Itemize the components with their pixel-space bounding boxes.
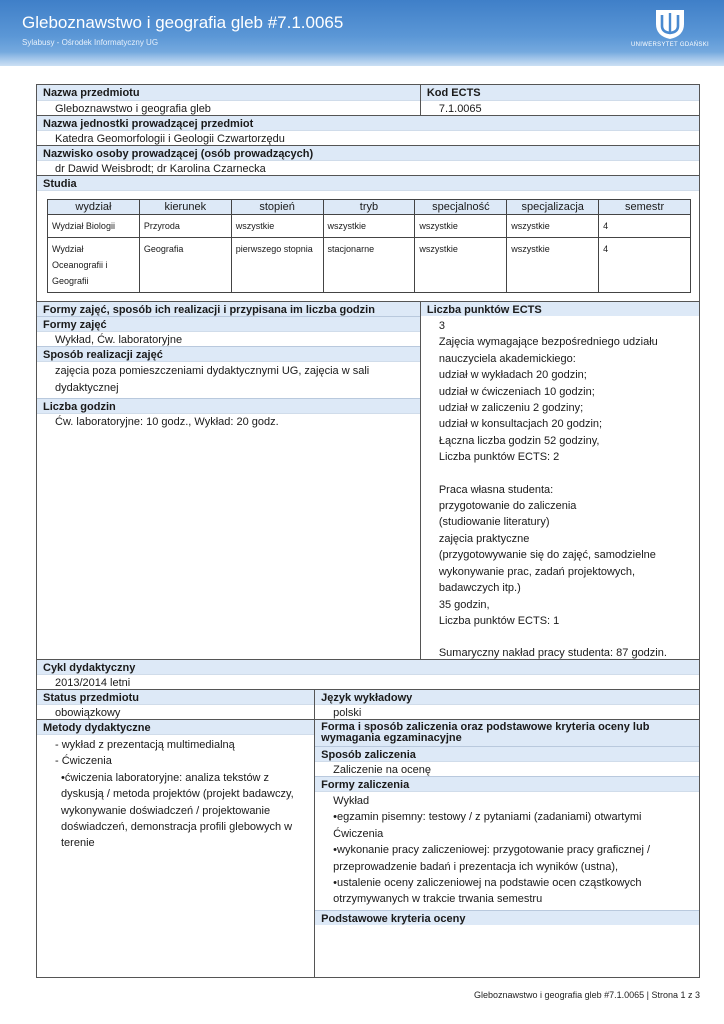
course-name-row xyxy=(37,85,699,115)
teachers-label: Nazwisko osoby prowadzącej (osób prowadzących) xyxy=(37,145,699,160)
studia-header-cell: specjalność xyxy=(415,200,507,215)
methods-line: dyskusją / metoda projektów (projekt badawczy, xyxy=(61,788,294,801)
university-crest-icon xyxy=(653,6,687,40)
ects-line: przygotowanie do zaliczenia xyxy=(438,500,577,513)
forms-value: Wykład, Ćw. laboratoryjne xyxy=(37,331,420,346)
studia-row xyxy=(37,175,699,293)
ects-line xyxy=(439,466,681,482)
ects-line: udział w wykładach 20 godzin; xyxy=(438,369,587,382)
table-cell: wszystkie xyxy=(323,215,415,238)
assessment-label: Forma i sposób zaliczenia oraz podstawowe kryteria oceny lub wymagania egzaminacyjne xyxy=(315,719,699,746)
criteria-label: Podstawowe kryteria oceny xyxy=(315,910,699,925)
unit-label: Nazwa jednostki prowadzącej przedmiot xyxy=(37,115,699,130)
course-name-value: Gleboznawstwo i geografia gleb xyxy=(37,100,420,115)
assessment-forms-line: przeprowadzenie badań i prezentacja ich wyników (ustna), xyxy=(333,860,619,873)
unit-value: Katedra Geomorfologii i Geologii Czwartorzędu xyxy=(37,130,699,145)
table-cell: Wydział Oceanografii i Geografii xyxy=(48,238,140,293)
cycle-value: 2013/2014 letni xyxy=(37,674,699,689)
teachers-row xyxy=(37,145,699,175)
studia-header-cell: tryb xyxy=(323,200,415,215)
university-logo xyxy=(628,6,712,52)
method-value: zajęcia poza pomieszczeniami dydaktycznymi UG, zajęcia w sali dydaktycznej xyxy=(37,361,420,398)
table-cell: wszystkie xyxy=(507,238,599,293)
ects-line: (studiowanie literatury) xyxy=(438,516,550,529)
ects-details xyxy=(421,316,699,664)
table-row xyxy=(48,238,691,293)
table-cell: stacjonarne xyxy=(323,238,415,293)
ects-line: Łączna liczba godzin 52 godziny, xyxy=(438,434,600,447)
language-value: polski xyxy=(315,704,699,719)
studia-header-cell: kierunek xyxy=(139,200,231,215)
unit-row xyxy=(37,115,699,145)
syllabus-table xyxy=(36,84,700,978)
studia-header-cell: wydział xyxy=(48,200,140,215)
assessment-forms-line: otrzymywanych w trakcie trwania semestru xyxy=(333,893,543,906)
ects-line: Praca własna studenta: xyxy=(438,483,554,496)
page-header xyxy=(0,0,724,66)
ects-line: Liczba punktów ECTS: 2 xyxy=(438,451,560,464)
assessment-forms-line: Wykład xyxy=(333,795,370,807)
status-row xyxy=(37,689,699,719)
hours-label: Liczba godzin xyxy=(37,398,420,413)
assessment-forms-line: •wykonanie pracy zaliczeniowej: przygotowanie pracy graficznej / xyxy=(333,844,651,857)
table-cell: wszystkie xyxy=(231,215,323,238)
methods-line: •ćwiczenia laboratoryjne: analiza tekstów z xyxy=(61,771,270,784)
ects-line: Zajęcia wymagające bezpośredniego udziału xyxy=(438,336,658,349)
ects-line: 3 xyxy=(438,320,445,332)
ects-code-value: 7.1.0065 xyxy=(421,100,699,115)
table-cell: wszystkie xyxy=(415,215,507,238)
assessment-forms-line: •ustalenie oceny zaliczeniowej na podstawie ocen cząstkowych xyxy=(333,877,642,890)
table-cell: 4 xyxy=(599,238,691,293)
studia-header-cell: stopień xyxy=(231,200,323,215)
table-cell: 4 xyxy=(599,215,691,238)
hours-value: Ćw. laboratoryjne: 10 godz., Wykład: 20 godz. xyxy=(37,413,420,428)
table-cell: Przyroda xyxy=(139,215,231,238)
studia-table xyxy=(47,199,691,293)
status-value: obowiązkowy xyxy=(37,704,314,719)
university-name: UNIWERSYTET GDAŃSKI xyxy=(631,42,709,48)
studia-header-cell: specjalizacja xyxy=(507,200,599,215)
assessment-forms-label: Formy zaliczenia xyxy=(315,776,699,791)
methods-line: terenie xyxy=(61,837,95,850)
table-cell: wszystkie xyxy=(415,238,507,293)
page-subtitle: Sylabusy - Ośrodek Informatyczny UG xyxy=(22,38,159,47)
ects-code-label: Kod ECTS xyxy=(421,85,699,100)
ects-line: wykonywanie prac, zadań projektowych, xyxy=(438,565,636,578)
table-cell: pierwszego stopnia xyxy=(231,238,323,293)
course-name-label: Nazwa przedmiotu xyxy=(37,85,420,100)
ects-line: Sumaryczny nakład pracy studenta: 87 godzin. xyxy=(438,647,667,660)
ects-line: udział w zaliczeniu 2 godziny; xyxy=(438,402,584,415)
ects-line: nauczyciela akademickiego: xyxy=(438,352,576,365)
methods-label: Metody dydaktyczne xyxy=(37,719,314,734)
forms-ects-row xyxy=(37,301,699,659)
table-cell: Wydział Biologii xyxy=(48,215,140,238)
ects-line: udział w ćwiczeniach 10 godzin; xyxy=(438,385,595,398)
studia-label: Studia xyxy=(37,175,699,190)
assessment-mode-value: Zaliczenie na ocenę xyxy=(315,761,699,776)
cycle-label: Cykl dydaktyczny xyxy=(37,659,699,674)
methods-line: - Ćwiczenia xyxy=(55,755,112,768)
table-cell: wszystkie xyxy=(507,215,599,238)
ects-line: zajęcia praktyczne xyxy=(438,532,530,545)
methods-assessment-row xyxy=(37,719,699,977)
cycle-row xyxy=(37,659,699,689)
ects-line xyxy=(439,629,681,645)
status-label: Status przedmiotu xyxy=(37,689,314,704)
method-label: Sposób realizacji zajęć xyxy=(37,346,420,361)
assessment-forms-line: Ćwiczenia xyxy=(333,827,384,840)
language-label: Język wykładowy xyxy=(315,689,699,704)
methods-line: wykonywanie doświadczeń / projektowanie xyxy=(61,804,271,817)
ects-line: 35 godzin, xyxy=(438,598,490,611)
teachers-value: dr Dawid Weisbrodt; dr Karolina Czarnecka xyxy=(37,160,699,175)
ects-label: Liczba punktów ECTS xyxy=(421,301,699,316)
table-cell: Geografia xyxy=(139,238,231,293)
methods-line: doświadczeń, demonstracja profili glebowych w xyxy=(61,821,293,834)
studia-header-cell: semestr xyxy=(599,200,691,215)
assessment-forms-details xyxy=(315,791,699,910)
methods-details xyxy=(37,734,314,854)
studia-header-row xyxy=(48,200,691,215)
table-row xyxy=(48,215,691,238)
assessment-forms-line: •egzamin pisemny: testowy / z pytaniami (zadaniami) otwartymi xyxy=(333,811,642,824)
ects-line: udział w konsultacjach 20 godzin; xyxy=(438,418,603,431)
methods-line: - wykład z prezentacją multimedialną xyxy=(55,739,235,751)
page-footer: Gleboznawstwo i geografia gleb #7.1.0065 | Strona 1 z 3 xyxy=(474,990,700,1000)
ects-line: (przygotowywanie się do zajęć, samodzielne xyxy=(438,549,656,562)
ects-line: badawczych itp.) xyxy=(438,582,521,595)
assessment-mode-label: Sposób zaliczenia xyxy=(315,746,699,761)
page-title: Gleboznawstwo i geografia gleb #7.1.0065 xyxy=(22,13,344,32)
ects-line: Liczba punktów ECTS: 1 xyxy=(438,614,560,627)
forms-section-label: Formy zajęć, sposób ich realizacji i przypisana im liczba godzin xyxy=(37,301,420,316)
forms-label: Formy zajęć xyxy=(37,316,420,331)
